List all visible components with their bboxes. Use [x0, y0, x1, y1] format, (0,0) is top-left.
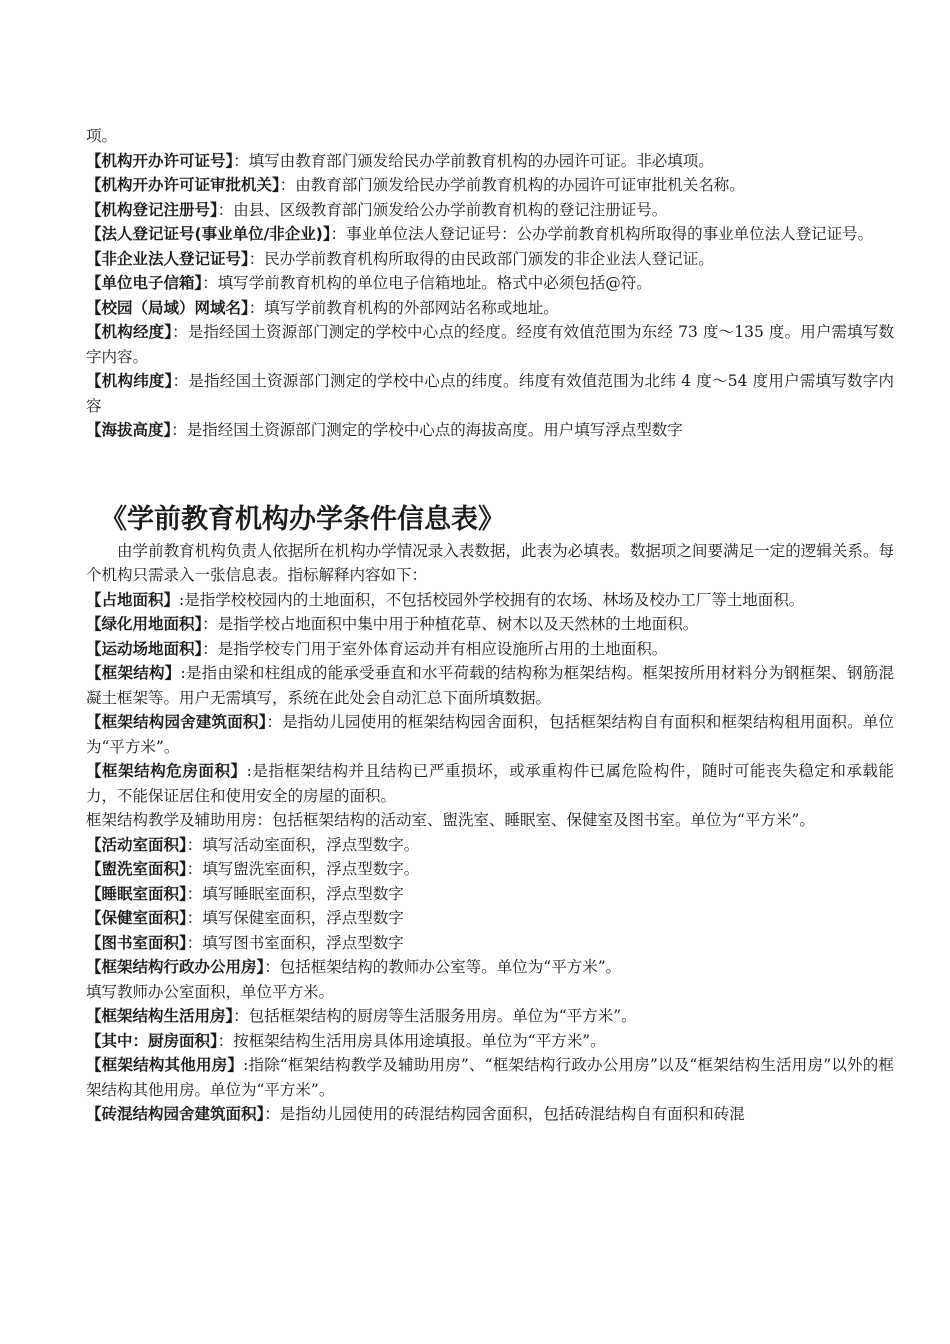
definition-text: :是指学校校园内的土地面积，不包括校园外学校拥有的农场、林场及校办工厂等土地面积。 [179, 590, 805, 609]
definition-text: 框架结构教学及辅助用房：包括框架结构的活动室、盥洗室、睡眠室、保健室及图书室。单位为“平方米”。 [86, 811, 815, 829]
definition-term: 【框架结构危房面积】 [86, 762, 247, 780]
definition-text: ：填写学前教育机构的单位电子信箱地址。格式中必须包括@符。 [202, 274, 652, 292]
definition-paragraph [86, 661, 894, 710]
document-page [86, 124, 894, 1127]
definition-text: ：填写学前教育机构的外部网站名称或地址。 [248, 298, 559, 317]
definition-paragraph [86, 931, 894, 956]
definition-paragraph [86, 588, 894, 613]
definition-term: 【机构纬度】 [86, 372, 173, 390]
definition-text: ：由县、区级教育部门颁发给公办学前教育机构的登记注册证号。 [217, 200, 668, 219]
definition-text: ：是指学校占地面积中集中用于种植花草、树木以及天然林的土地面积。 [202, 615, 699, 633]
definition-paragraph [86, 980, 894, 1005]
definition-paragraph [86, 759, 894, 808]
definition-paragraph [86, 955, 894, 980]
definition-text: ：是指经国土资源部门测定的学校中心点的纬度。纬度有效值范围为北纬 4 度～54 度用户需填写数字内容 [86, 372, 894, 415]
definition-text: ：填写保健室面积，浮点型数字 [186, 909, 404, 927]
definition-text: :指除“框架结构教学及辅助用房”、“框架结构行政办公用房”以及“框架结构生活用房”以外的框架结构其他用房。单位为“平方米”。 [86, 1056, 894, 1099]
definition-paragraph [86, 1004, 894, 1029]
definition-paragraph [86, 124, 894, 149]
definition-text: ：是指幼儿园使用的框架结构园舍面积，包括框架结构自有面积和框架结构租用面积。单位为“平方米”。 [86, 713, 894, 756]
definition-text: ：事业单位法人登记证号：公办学前教育机构所取得的事业单位法人登记证号。 [330, 225, 874, 243]
definition-term: 【机构开办许可证审批机关】 [86, 176, 280, 194]
definition-term: 【法人登记证号(事业单位/非企业)】 [86, 225, 331, 243]
definition-term: 【机构经度】 [86, 323, 173, 341]
definition-text: ：由教育部门颁发给民办学前教育机构的办园许可证审批机关名称。 [279, 176, 745, 194]
definition-text: ：是指经国土资源部门测定的学校中心点的经度。经度有效值范围为东经 73 度～135 度。用户需填写数字内容。 [86, 323, 894, 366]
definition-term: 【绿化用地面积】 [86, 615, 203, 633]
definition-paragraph [86, 173, 894, 198]
definition-text: ：填写活动室面积，浮点型数字。 [186, 835, 420, 854]
definition-paragraph [86, 1029, 894, 1054]
definition-paragraph [86, 418, 894, 443]
definition-text: ：是指学校专门用于室外体育运动并有相应设施所占用的土地面积。 [202, 639, 668, 658]
definition-text: ：是指幼儿园使用的砖混结构园舍面积，包括砖混结构自有面积和砖混 [264, 1105, 745, 1123]
definition-text: ：填写盥洗室面积，浮点型数字。 [186, 860, 420, 878]
definition-term: 【其中：厨房面积】 [86, 1031, 218, 1050]
definition-paragraph [86, 296, 894, 321]
definition-paragraph [86, 1102, 894, 1127]
definition-paragraph [86, 906, 894, 931]
definition-term: 【单位电子信箱】 [86, 274, 203, 292]
definition-paragraph [86, 198, 894, 223]
definition-paragraph [86, 149, 894, 174]
field-definitions-section [86, 124, 894, 443]
definition-paragraph [86, 247, 894, 272]
definition-text: ：包括框架结构的厨房等生活服务用房。单位为“平方米”。 [233, 1007, 637, 1025]
definition-term: 【框架结构其他用房】 [86, 1056, 244, 1074]
definition-term: 【校园（局域）网域名】 [86, 298, 249, 317]
definition-paragraph [86, 612, 894, 637]
definition-text: ：是指经国土资源部门测定的学校中心点的海拔高度。用户填写浮点型数字 [171, 421, 683, 439]
definition-text: :是指由梁和柱组成的能承受垂直和水平荷载的结构称为框架结构。框架按所用材料分为钢框架、钢筋混凝土框架等。用户无需填写，系统在此处会自动汇总下面所填数据。 [86, 664, 894, 707]
definition-paragraph [86, 320, 894, 369]
definition-term: 【运动场地面积】 [86, 639, 203, 658]
section-title: 《学前教育机构办学条件信息表》 [100, 503, 505, 535]
definition-term: 【保健室面积】 [86, 909, 187, 927]
definition-paragraph [86, 637, 894, 662]
definition-paragraph [86, 833, 894, 858]
definition-text: :是指框架结构并且结构已严重损坏，或承重构件已属危险构件，随时可能丧失稳定和承载能力，不能保证居住和使用安全的房屋的面积。 [86, 762, 894, 805]
definition-text: ：填写睡眠室面积，浮点型数字 [186, 884, 404, 903]
definition-term: 【框架结构园舍建筑面积】 [86, 713, 267, 731]
definition-term: 【图书室面积】 [86, 933, 187, 952]
definition-paragraph [86, 808, 894, 833]
definition-text: 项。 [86, 127, 118, 145]
definition-paragraph [86, 882, 894, 907]
definition-term: 【活动室面积】 [86, 835, 187, 854]
definition-term: 【盥洗室面积】 [86, 860, 187, 878]
definition-term: 【机构开办许可证号】 [86, 151, 234, 170]
definition-term: 【非企业法人登记证号】 [86, 249, 249, 268]
definition-text: ：填写由教育部门颁发给民办学前教育机构的办园许可证。非必填项。 [233, 151, 714, 170]
definition-term: 【砖混结构园舍建筑面积】 [86, 1105, 265, 1123]
definition-text: 填写教师办公室面积，单位平方米。 [86, 982, 335, 1001]
definition-term: 【框架结构】 [86, 664, 181, 682]
definition-term: 【占地面积】 [86, 590, 180, 609]
definition-paragraph [86, 271, 894, 296]
definition-paragraph [86, 369, 894, 418]
definition-paragraph [86, 1053, 894, 1102]
definition-term: 【机构登记注册号】 [86, 200, 218, 219]
definition-term: 【框架结构生活用房】 [86, 1007, 234, 1025]
definition-term: 【海拔高度】 [86, 421, 172, 439]
section-intro: 由学前教育机构负责人依据所在机构办学情况录入表数据，此表为必填表。数据项之间要满足一定的逻辑关系。每个机构只需录入一张信息表。指标解释内容如下： [86, 541, 894, 584]
definition-paragraph [86, 222, 894, 247]
definition-text: ：按框架结构生活用房具体用途填报。单位为“平方米”。 [217, 1031, 606, 1050]
definition-text: ：填写图书室面积，浮点型数字 [186, 933, 404, 952]
definition-text: ：民办学前教育机构所取得的由民政部门颁发的非企业法人登记证。 [248, 249, 714, 268]
definition-text: ：包括框架结构的教师办公室等。单位为“平方米”。 [264, 958, 622, 976]
definition-paragraph [86, 710, 894, 759]
definition-term: 【睡眠室面积】 [86, 884, 187, 903]
definition-list [86, 588, 894, 1127]
conditions-section [86, 501, 894, 1127]
definition-term: 【框架结构行政办公用房】 [86, 958, 265, 976]
definition-paragraph [86, 857, 894, 882]
